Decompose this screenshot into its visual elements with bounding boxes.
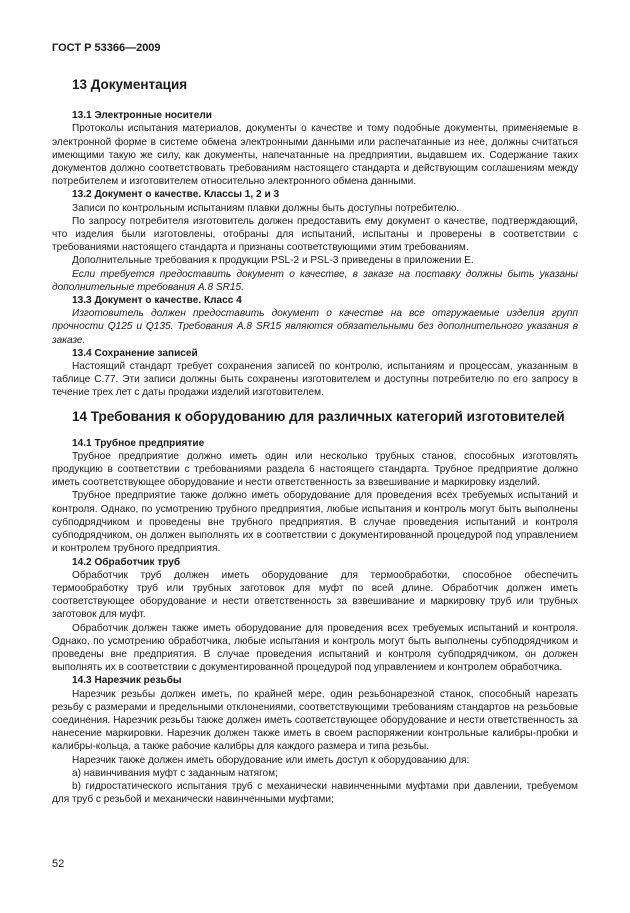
section-14-3-list-item-a: а) навинчивания муфт с заданным натягом;	[72, 767, 278, 779]
section-14-3-paragraph-1: Нарезчик резьбы должен иметь, по крайней мере, один резьбонарезной станок, способный нарезать резьбу с размерами и предельными отклонениями, соответствующими требованиям стандартов на резьбовые соединения. Нарезчик резьбы также должен иметь соответствующее оборудование и нести ответственность за нанесение маркировки. Нарезчик должен также иметь в своем распоряжении контрольные калибры-пробки и калибры-кольца, а также рабочие калибры для каждого размера и типа резьбы.	[52, 688, 578, 753]
section-14-title: 14 Требования к оборудованию для различных категорий изготовителей	[72, 408, 565, 424]
section-14-3-list-item-b: b) гидростатического испытания труб с механически навинченными муфтами при давлении, требуемом для труб с резьбой и механически навинченными муфтами;	[52, 780, 578, 806]
section-14-2-paragraph-2: Обработчик должен также иметь оборудование для проведения всех требуемых испытаний и контроля. Однако, по усмотрению обработчика, любые испытания и контроль могут быть выполнены субподрядчиком и проведены вне предприятия. В случае проведения испытаний и контроля субподрядчиком, он должен выполнять их в соответствии с документированной процедурой под управлением и контролем обработчика.	[52, 622, 578, 674]
section-13-2-heading: 13.2 Документ о качестве. Классы 1, 2 и 3	[72, 189, 280, 201]
section-13-3-heading: 13.3 Документ о качестве. Класс 4	[72, 295, 242, 307]
section-13-2-paragraph-4: Если требуется предоставить документ о качестве, в заказе на поставку должны быть указаны дополнительные требования А.8 SR15.	[52, 268, 578, 293]
section-14-3-paragraph-2: Нарезчик также должен иметь оборудование или иметь доступ к оборудованию для:	[72, 754, 470, 766]
section-13-1-paragraph: Протоколы испытания материалов, документы о качестве и тому подобные документы, применяемые в электронной форме в системе обмена электронными данными или распечатанные из нее, должны считаться имеющими такую же силу, как документы, напечатанные на предприятии, выдавшем их. Содержание таких документов должно соответствовать требованиям настоящего стандарта и действующим соглашениям между потребителем и изготовителем относительно электронного обмена данными.	[52, 123, 578, 188]
section-14-1-paragraph-1: Трубное предприятие должно иметь один или несколько трубных станов, способных изготовлять продукцию в соответствии с требованиями раздела 6 настоящего стандарта. Трубное предприятие должно иметь соответствующее оборудование и нести ответственность за взвешивание и маркировку изделий.	[52, 450, 578, 489]
page-number: 52	[52, 858, 65, 870]
section-13-1-heading: 13.1 Электронные носители	[72, 110, 212, 122]
section-14-1-paragraph-2: Трубное предприятие также должно иметь оборудование для проведения всех требуемых испытаний и контроля. Однако, по усмотрению трубного предприятия, любые испытания и контроль могут быть выполнены субподрядчиком и проведены вне трубного предприятия. В случае проведения испытаний и контроля субподрядчиком, он должен выполнять их в соответствии с документированной процедурой под управлением и контролем трубного предприятия.	[52, 490, 578, 555]
section-14-1-heading: 14.1 Трубное предприятие	[72, 437, 205, 449]
document-header: ГОСТ Р 53366—2009	[52, 42, 161, 54]
section-13-4-paragraph: Настоящий стандарт требует сохранения записей по контролю, испытаниям и процессам, указанным в таблице С.77. Эти записи должны быть сохранены изготовителем и доступны потребителю по его запросу в течение трех лет с даты продажи изделий изготовителем.	[52, 361, 578, 399]
section-14-2-paragraph-1: Обработчик труб должен иметь оборудование для термообработки, способное обеспечить термообработку труб или трубных заготовок для муфт по всей длине. Обработчик должен иметь соответствующее оборудование и нести ответственность за взвешивание и маркировку труб или трубных заготовок для муфт.	[52, 569, 578, 621]
section-13-3-paragraph: Изготовитель должен предоставить документ о качестве на все отгружаемые изделия групп прочности Q125 и Q135. Требования А.8 SR15 являются обязательными без дополнительного указания в заказе.	[52, 308, 578, 346]
section-14-2-heading: 14.2 Обработчик труб	[72, 556, 181, 568]
section-13-2-paragraph-1: Записи по контрольным испытаниям плавки должны быть доступны потребителю.	[72, 202, 460, 214]
section-13-title: 13 Документация	[72, 77, 188, 93]
section-13-2-paragraph-2: По запросу потребителя изготовитель должен предоставить ему документ о качестве, подтверждающий, что изделия были изготовлены, отобраны для испытаний, испытаны и проверены в соответствии с требованиями настоящего стандарта и признаны соответствующими этим требованиям.	[52, 215, 578, 254]
section-13-2-paragraph-3: Дополнительные требования к продукции PSL-2 и PSL-3 приведены в приложении Е.	[72, 255, 474, 267]
section-14-3-heading: 14.3 Нарезчик резьбы	[72, 675, 182, 687]
section-13-4-heading: 13.4 Сохранение записей	[72, 347, 198, 359]
